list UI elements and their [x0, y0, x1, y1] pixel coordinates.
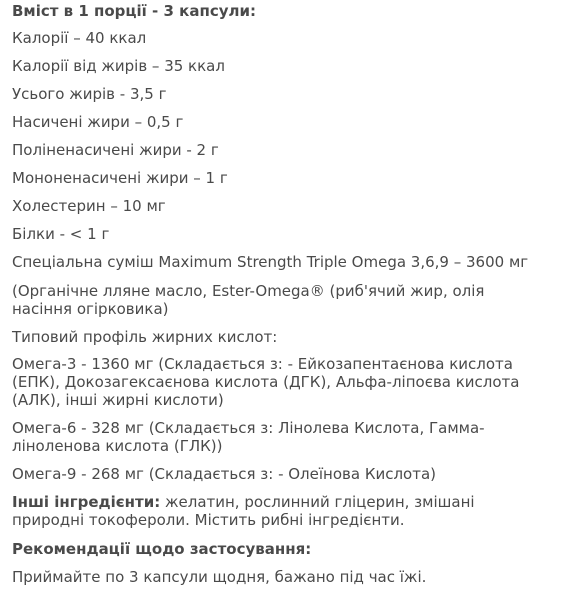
nutrient-fat-calories: Калорії від жирів – 35 ккал — [12, 57, 225, 75]
other-ingredients-text: желатин, рослинний гліцерин, змішані природні токофероли. Містить рибні інгредієнти. — [12, 493, 475, 529]
nutrient-total-fat: Усього жирів - 3,5 г — [12, 85, 167, 103]
nutrient-monounsaturated-fat: Мононенасичені жири – 1 г — [12, 169, 228, 187]
usage-text: Приймайте по 3 капсули щодня, бажано під час їжі. — [12, 568, 427, 586]
nutrient-protein: Білки - < 1 г — [12, 225, 110, 243]
other-ingredients-label: Інші інгредієнти: — [12, 493, 161, 511]
omega-9-line: Омега-9 - 268 мг (Складається з: - Олеїнова Кислота) — [12, 465, 437, 483]
nutrient-polyunsaturated-fat: Поліненасичені жири - 2 г — [12, 141, 219, 159]
nutrient-saturated-fat: Насичені жири – 0,5 г — [12, 113, 184, 131]
omega-6-line: Омега-6 - 328 мг (Складається з: Лінолева Кислота, Гамма-ліноленова кислота (ГЛК)) — [12, 419, 485, 455]
blend-note: (Органічне лляне масло, Ester-Omega® (риб'ячий жир, олія насіння огірковика) — [12, 282, 485, 318]
usage-heading: Рекомендації щодо застосування: — [12, 540, 312, 558]
serving-heading: Вміст в 1 порції - 3 капсули: — [12, 2, 256, 20]
omega-3-line: Омега-3 - 1360 мг (Складається з: - Ейкозапентаєнова кислота (ЕПК), Докозагексаєнова кислота (ДГК), Альфа-ліпоєва кислота (АЛК), інші жирні кислоти) — [12, 355, 520, 409]
nutrient-special-blend: Спеціальна суміш Maximum Strength Triple Omega 3,6,9 – 3600 мг — [12, 253, 529, 271]
nutrient-cholesterol: Холестерин – 10 мг — [12, 197, 166, 215]
nutrient-calories: Калорії – 40 ккал — [12, 29, 147, 47]
other-ingredients — [12, 493, 542, 529]
fatty-acid-profile-heading: Типовий профіль жирних кислот: — [12, 328, 278, 346]
